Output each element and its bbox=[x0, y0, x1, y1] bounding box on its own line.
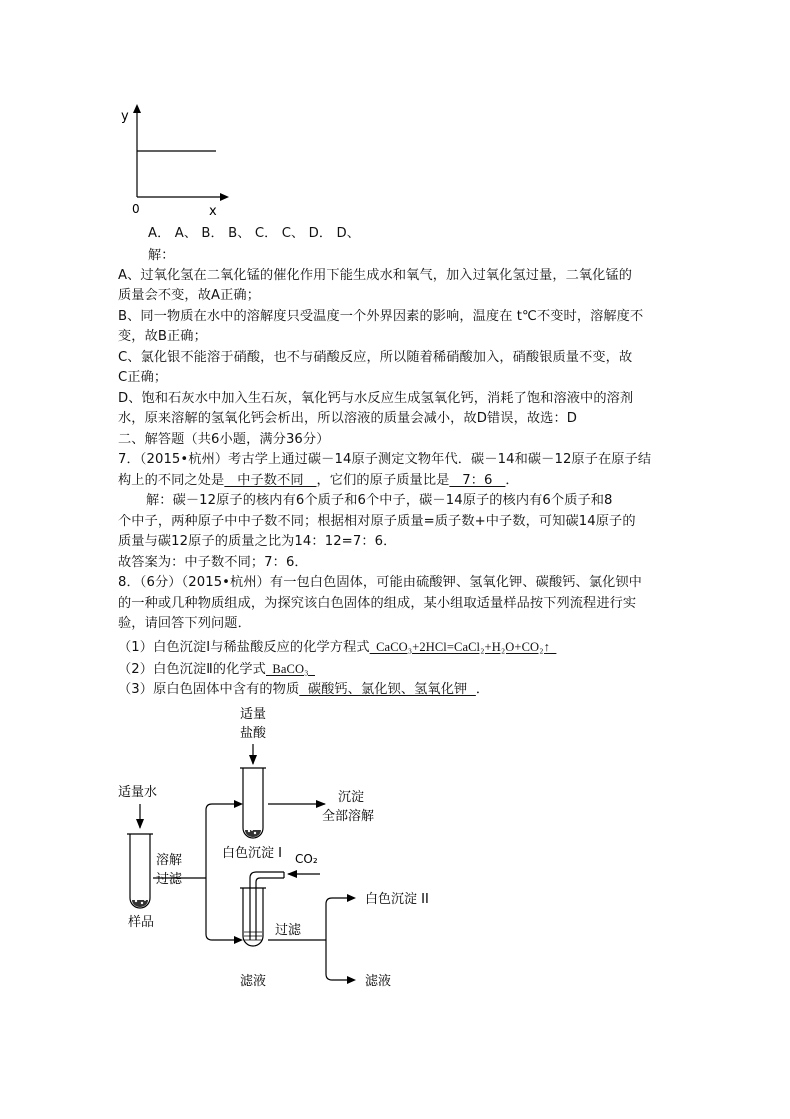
q7-answer-1: 中子数不同 bbox=[224, 473, 317, 488]
q7-solution-line: 个中子，两种原子中中子数不同；根据相对原子质量=质子数+中子数，可知碳14原子的 bbox=[118, 514, 636, 529]
q7-text: ，它们的原子质量比是 bbox=[316, 473, 450, 488]
q7-solution-line: 解：碳－12原子的核内有6个质子和6个中子，碳－14原子的核内有6个质子和8 bbox=[146, 493, 613, 508]
sample-label: 样品 bbox=[128, 915, 155, 930]
branch-arrowhead bbox=[234, 936, 243, 944]
q8-sub3-text: ． bbox=[475, 682, 490, 697]
x-axis-arrow bbox=[220, 193, 229, 201]
dissolve-label: 过滤 bbox=[156, 872, 183, 887]
q6-explanation-line: B、同一物质在水中的溶解度只受温度一个外界因素的影响，温度在 t℃不变时，溶解度不 bbox=[118, 309, 644, 324]
graph bbox=[112, 100, 232, 220]
q7-solution-line: 质量与碳12原子的质量之比为14：12=7：6． bbox=[118, 534, 397, 549]
sample-tube bbox=[127, 834, 153, 908]
branch-arrowhead bbox=[234, 800, 243, 808]
q7-answer-2: 7：6 bbox=[449, 473, 506, 488]
q7-text: ． bbox=[505, 473, 519, 488]
q7-answer: 故答案为：中子数不同；7：6． bbox=[118, 555, 308, 570]
q6-explanation-line: 变，故B正确； bbox=[118, 329, 207, 344]
origin-label: 0 bbox=[132, 202, 140, 216]
q8-sub3 bbox=[118, 682, 489, 698]
q7-text: 构上的不同之处是 bbox=[118, 473, 225, 488]
q8-sub3-text: （3）原白色固体中含有的物质 bbox=[118, 682, 300, 697]
q6-explanation-line: A、过氧化氢在二氧化锰的催化作用下能生成水和氧气，加入过氧化氢过量，二氧化锰的 bbox=[118, 268, 633, 283]
precipitate-1-label: 白色沉淀 I bbox=[222, 846, 282, 861]
q7-stem-line-2 bbox=[118, 473, 519, 489]
branch-brace bbox=[206, 804, 240, 940]
q8-stem-line: 的一种或几种物质组成，为探究该白色固体的组成，某小组取适量样品按下列流程进行实 bbox=[118, 596, 637, 611]
q8-sub2-answer: BaCO₃ bbox=[265, 662, 315, 676]
q8-stem-line: 验，请回答下列问题． bbox=[118, 616, 251, 631]
x-axis-label: x bbox=[209, 204, 217, 219]
result-1-label: 全部溶解 bbox=[322, 809, 375, 824]
filter-label: 过滤 bbox=[275, 923, 302, 938]
q6-solution-label: 解： bbox=[148, 248, 175, 263]
q6-explanation-line: D、饱和石灰水中加入生石灰，氧化钙与水反应生成氢氧化钙，消耗了饱和溶液中的溶剂 bbox=[118, 391, 634, 406]
test-tube-1 bbox=[240, 768, 266, 838]
water-label: 适量水 bbox=[118, 785, 158, 800]
acid-label: 盐酸 bbox=[240, 726, 267, 741]
q6-explanation-line: C、氯化银不能溶于硝酸，也不与硝酸反应，所以随着稀硝酸加入，硝酸银质量不变，故 bbox=[118, 350, 633, 365]
acid-label: 适量 bbox=[240, 707, 267, 722]
q8-sub2 bbox=[118, 661, 315, 678]
q6-explanation-line: 质量会不变，故A正确； bbox=[118, 288, 260, 303]
section-heading: 二、解答题（共6小题，满分36分） bbox=[118, 432, 330, 447]
q8-sub2-text: （2）白色沉淀Ⅱ的化学式 bbox=[118, 662, 266, 677]
q6-explanation-line: 水，原来溶解的氢氧化钙会析出，所以溶液的质量会减小，故D错误，故选：D bbox=[118, 411, 577, 426]
q6-choices: A． A、 B． B、 C． C、 D． D、 bbox=[148, 226, 361, 241]
flow-diagram bbox=[0, 700, 790, 1000]
q7-stem-line: 7．（2015•杭州）考古学上通过碳－14原子测定文物年代．碳－14和碳－12原子在原子结 bbox=[118, 452, 652, 467]
result-1-label: 沉淀 bbox=[338, 790, 365, 805]
filtrate-1-label: 滤液 bbox=[240, 974, 267, 989]
y-axis-label: y bbox=[121, 109, 129, 124]
dissolve-label: 溶解 bbox=[156, 853, 183, 868]
y-axis-arrow bbox=[133, 104, 141, 113]
q8-sub1 bbox=[118, 639, 556, 656]
filter-arrowhead bbox=[347, 976, 356, 984]
filter-brace bbox=[326, 898, 348, 980]
precipitate-2-label: 白色沉淀 II bbox=[365, 892, 429, 907]
q8-sub1-text: （1）白色沉淀Ⅰ与稀盐酸反应的化学方程式 bbox=[118, 640, 370, 655]
co2-label: CO₂ bbox=[295, 852, 318, 866]
q8-stem-line: 8．（6分）（2015•杭州）有一包白色固体，可能由硫酸钾、氢氧化钾、碳酸钙、氯化钡中 bbox=[118, 575, 642, 590]
q6-explanation-line: C正确； bbox=[118, 370, 168, 385]
filter-arrowhead bbox=[347, 894, 356, 902]
filtrate-2-label: 滤液 bbox=[365, 974, 392, 989]
q8-sub1-answer: CaCO₃+2HCl=CaCl₂+H₂O+CO₂↑ bbox=[369, 640, 557, 654]
q8-sub3-answer: 碳酸钙、氯化钡、氢氧化钾 bbox=[299, 682, 476, 697]
